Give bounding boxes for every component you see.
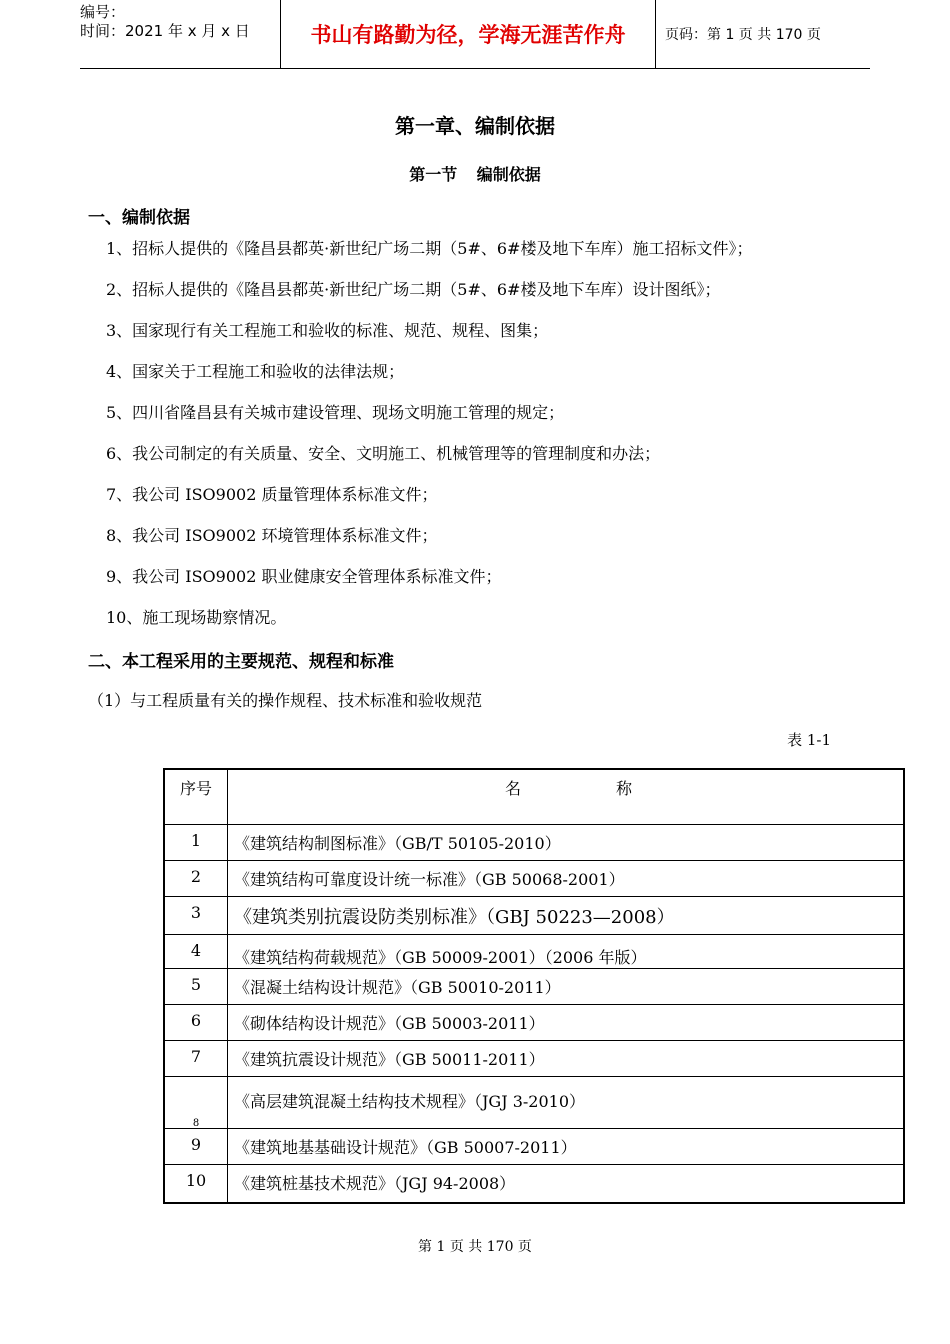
table-row <box>164 825 904 861</box>
row-name: 《建筑结构可靠度设计统一标准》（GB 50068-2001） <box>228 861 905 897</box>
header-meta <box>80 0 280 71</box>
header-motto: 书山有路勤为径，学海无涯苦作舟 <box>280 0 656 68</box>
chapter-title: 第一章、编制依据 <box>395 114 555 138</box>
basis-item: 3、国家现行有关工程施工和验收的标准、规范、规程、图集； <box>106 321 549 340</box>
row-no: 9 <box>164 1129 228 1165</box>
row-no: 3 <box>164 897 228 935</box>
basis-item: 6、我公司制定的有关质量、安全、文明施工、机械管理等的管理制度和办法； <box>106 444 661 463</box>
basis-item: 1、招标人提供的《隆昌县都英·新世纪广场二期（5#、6#楼及地下车库）施工招标文件》； <box>106 239 753 258</box>
row-name: 《建筑地基基础设计规范》（GB 50007-2011） <box>228 1129 905 1165</box>
part1-heading: 一、编制依据 <box>88 208 190 228</box>
row-name: 《高层建筑混凝土结构技术规程》（JGJ 3-2010） <box>228 1077 905 1129</box>
row-name: 《建筑结构荷载规范》（GB 50009-2001）（2006 年版） <box>228 935 905 969</box>
table-row <box>164 1041 904 1077</box>
document-time: 时间：2021 年 x 月 x 日 <box>80 22 250 40</box>
row-name: 《砌体结构设计规范》（GB 50003-2011） <box>228 1005 905 1041</box>
table-row <box>164 1165 904 1203</box>
standards-table <box>163 768 905 1204</box>
table-row <box>164 1005 904 1041</box>
document-number-label: 编号： <box>80 3 126 21</box>
row-name: 《建筑抗震设计规范》（GB 50011-2011） <box>228 1041 905 1077</box>
section-title: 第一节 编制依据 <box>409 165 541 184</box>
column-header-name: 名 称 <box>228 769 905 825</box>
row-no: 8 <box>164 1077 228 1129</box>
basis-item: 4、国家关于工程施工和验收的法律法规； <box>106 362 405 381</box>
basis-item: 2、招标人提供的《隆昌县都英·新世纪广场二期（5#、6#楼及地下车库）设计图纸》； <box>106 280 721 299</box>
row-no: 1 <box>164 825 228 861</box>
row-no: 10 <box>164 1165 228 1203</box>
row-name: 《建筑类别抗震设防类别标准》（GBJ 50223—2008） <box>228 897 905 935</box>
basis-item: 7、我公司 ISO9002 质量管理体系标准文件； <box>106 485 438 504</box>
row-no: 4 <box>164 935 228 969</box>
header-page-info: 页码：第 1 页 共 170 页 <box>665 27 821 43</box>
table-row <box>164 1129 904 1165</box>
table-row <box>164 969 904 1005</box>
basis-item: 8、我公司 ISO9002 环境管理体系标准文件； <box>106 526 438 545</box>
row-no: 6 <box>164 1005 228 1041</box>
basis-item: 5、四川省隆昌县有关城市建设管理、现场文明施工管理的规定； <box>106 403 565 422</box>
table-row <box>164 935 904 969</box>
table-row <box>164 861 904 897</box>
table-header-row <box>164 769 904 825</box>
table-row <box>164 897 904 935</box>
row-no: 5 <box>164 969 228 1005</box>
row-name: 《建筑结构制图标准》（GB/T 50105-2010） <box>228 825 905 861</box>
part2-subheading: （1）与工程质量有关的操作规程、技术标准和验收规范 <box>88 691 483 710</box>
table-row <box>164 1077 904 1129</box>
row-name: 《建筑桩基技术规范》（JGJ 94-2008） <box>228 1165 905 1203</box>
table-number: 表 1-1 <box>787 731 831 749</box>
basis-item: 9、我公司 ISO9002 职业健康安全管理体系标准文件； <box>106 567 502 586</box>
page-footer: 第 1 页 共 170 页 <box>418 1239 532 1255</box>
row-no: 2 <box>164 861 228 897</box>
row-no: 7 <box>164 1041 228 1077</box>
part2-heading: 二、本工程采用的主要规范、规程和标准 <box>88 652 394 672</box>
basis-item: 10、施工现场勘察情况。 <box>106 608 287 627</box>
page-header <box>80 0 870 69</box>
row-name: 《混凝土结构设计规范》（GB 50010-2011） <box>228 969 905 1005</box>
column-header-no: 序号 <box>164 769 228 825</box>
